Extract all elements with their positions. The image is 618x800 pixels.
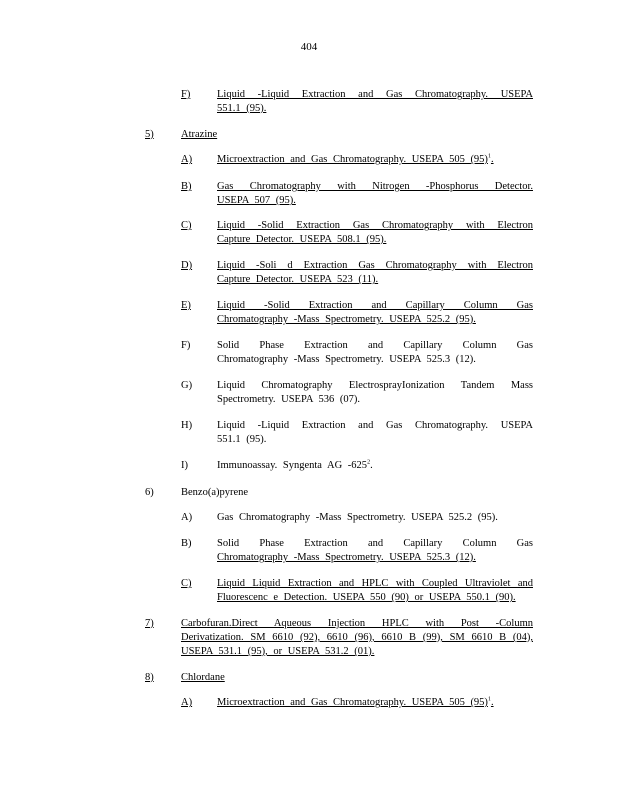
text-line: Fluorescenc e Detection. USEPA 550 (90) or USEPA 550.1 (90). — [217, 592, 516, 603]
text-line: Liquid -Liquid Extraction and Gas Chromatography. USEPA — [217, 89, 533, 100]
footnote-marker: 1 — [487, 153, 491, 160]
text-line: Gas Chromatography with Nitrogen -Phosphorus Detector. — [217, 181, 533, 192]
item-text — [217, 459, 533, 473]
page-number: 404 — [300, 41, 318, 53]
item-text — [217, 379, 533, 407]
item-number: B) — [181, 181, 192, 192]
item-text — [217, 299, 533, 327]
item-number: E) — [181, 300, 191, 311]
item-text — [217, 696, 533, 710]
item-text — [217, 577, 533, 605]
item-text — [217, 339, 533, 367]
text-line: Liquid Liquid Extraction and HPLC with Coupled Ultraviolet and — [217, 578, 533, 589]
text-line: Liquid -Solid Extraction and Capillary Column Gas — [217, 300, 533, 311]
item-number: C) — [181, 578, 192, 589]
text-line: Chromatography -Mass Spectrometry. USEPA 525.3 (12). — [217, 354, 476, 365]
item-text — [217, 153, 533, 167]
item-text — [217, 88, 533, 116]
text-line: Liquid -Liquid Extraction and Gas Chromatography. USEPA — [217, 420, 533, 431]
text-line: Microextraction and Gas Chromatography. USEPA 505 $(95)^1$. — [217, 153, 494, 165]
text-line: Chlordane — [181, 672, 225, 683]
item-number: A) — [181, 154, 193, 165]
footnote-marker: 1 — [487, 696, 491, 703]
item-text — [217, 537, 533, 565]
text-line: Solid Phase Extraction and Capillary Column Gas — [217, 538, 533, 549]
item-text — [217, 180, 533, 208]
item-number: 5) — [145, 129, 154, 140]
item-number: A) — [181, 512, 193, 523]
text-line: Chromatography -Mass Spectrometry. USEPA 525.2 (95). — [217, 314, 476, 325]
item-text — [217, 511, 533, 525]
text-line: Liquid -Soli d Extraction Gas Chromatography with Electron — [217, 260, 533, 271]
text-line: Gas Chromatography -Mass Spectrometry. USEPA 525.2 (95). — [217, 512, 498, 523]
text-line: Atrazine — [181, 129, 218, 140]
item-number: 6) — [145, 487, 154, 498]
item-number: G) — [181, 380, 193, 391]
footnote-marker: 2 — [367, 459, 371, 466]
item-number: B) — [181, 538, 192, 549]
item-number: H) — [181, 420, 193, 431]
text-line: Benzo(a)pyrene — [181, 487, 249, 498]
item-text — [181, 486, 533, 500]
text-line: Microextraction and Gas Chromatography. USEPA 505 $(95)^1$. — [217, 696, 494, 708]
item-text — [217, 219, 533, 247]
text-line: Solid Phase Extraction and Capillary Column Gas — [217, 340, 533, 351]
item-text — [181, 617, 533, 659]
item-number: C) — [181, 220, 192, 231]
text-line: Capture Detector. USEPA 508.1 (95). — [217, 234, 387, 245]
item-number: 7) — [145, 618, 154, 629]
item-number: A) — [181, 697, 193, 708]
item-number: F) — [181, 89, 191, 100]
text-line: Capture Detector. USEPA 523 (11). — [217, 274, 379, 285]
item-text — [217, 419, 533, 447]
text-line: Liquid -Solid Extraction Gas Chromatography with Electron — [217, 220, 533, 231]
text-line: 551.1 (95). — [217, 103, 267, 114]
text-line: Spectrometry. USEPA 536 (07). — [217, 394, 360, 405]
item-number: F) — [181, 340, 191, 351]
item-text — [181, 671, 533, 685]
item-text — [217, 259, 533, 287]
text-line: Chromatography -Mass Spectrometry. USEPA 525.3 (12). — [217, 552, 476, 563]
text-line: 551.1 (95). — [217, 434, 267, 445]
item-number: 8) — [145, 672, 154, 683]
text-line: Derivatization. SM 6610 (92), 6610 (96), 6610 B (99), SM 6610 B (04), — [181, 632, 533, 643]
item-text — [181, 128, 533, 142]
item-number: I) — [181, 460, 188, 471]
text-line: Carbofuran.Direct Aqueous Injection HPLC with Post -Column — [181, 618, 533, 629]
text-line: USEPA 531.1 (95), or USEPA 531.2 (01). — [181, 646, 375, 657]
item-number: D) — [181, 260, 193, 271]
text-line: Liquid Chromatography ElectrosprayIonization Tandem Mass — [217, 380, 533, 391]
text-line: USEPA 507 (95). — [217, 195, 296, 206]
text-line: Immunoassay. Syngenta AG $-625^2$. — [217, 459, 373, 471]
